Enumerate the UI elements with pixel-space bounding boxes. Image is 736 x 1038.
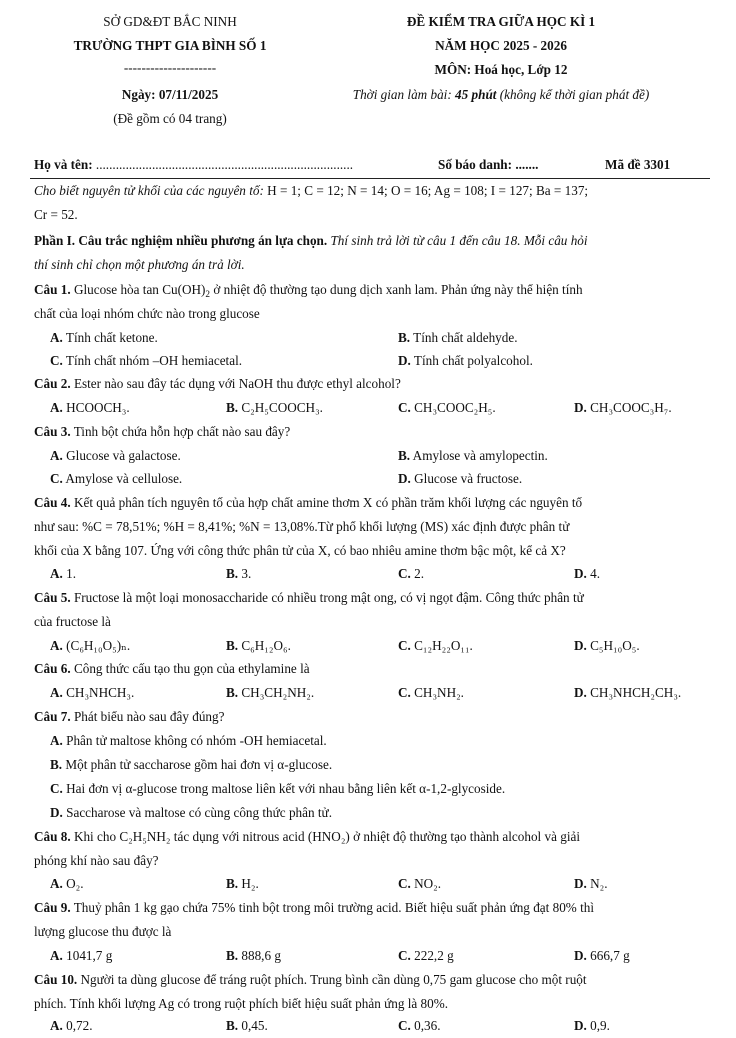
question-10: Câu 10. Người ta dùng glucose để tráng ruột phích. Trung bình cần dùng 0,75 gam glucose cho một ruột xyxy=(34,972,587,987)
q9-option-b[interactable]: B. 888,6 g xyxy=(226,948,281,963)
q7-option-a[interactable]: A. Phân tử maltose không có nhóm -OH hemiacetal. xyxy=(50,733,327,748)
question-4-cont2: khối của X bằng 107. Ứng với công thức phân tử của X, có bao nhiêu amine thơm bậc một, kể cả X? xyxy=(34,543,566,558)
page-count: (Đề gồm có 04 trang) xyxy=(113,111,227,126)
part1-heading: Phần I. Câu trắc nghiệm nhiều phương án lựa chọn. Thí sinh trả lời từ câu 1 đến câu 18. Mỗi câu hỏi xyxy=(34,233,588,248)
question-4-cont1: như sau: %C = 78,51%; %H = 8,41%; %N = 13,08%.Từ phổ khối lượng (MS) xác định được phân tử xyxy=(34,519,570,534)
q7-option-b[interactable]: B. Một phân tử saccharose gồm hai đơn vị α-glucose. xyxy=(50,757,333,772)
question-10-cont: phích. Tính khối lượng Ag có trong ruột phích biết hiệu suất phản ứng là 80%. xyxy=(34,996,449,1011)
q4-option-c[interactable]: C. 2. xyxy=(398,566,425,581)
q3-option-a[interactable]: A. Glucose và galactose. xyxy=(50,448,181,463)
header-divider xyxy=(30,178,710,179)
q9-option-d[interactable]: D. 666,7 g xyxy=(574,948,630,963)
question-5-cont: của fructose là xyxy=(34,614,111,629)
q1-option-c[interactable]: C. Tính chất nhóm –OH hemiacetal. xyxy=(50,353,243,368)
question-7: Câu 7. Phát biểu nào sau đây đúng? xyxy=(34,709,225,724)
name-dots: .............................................................................. xyxy=(95,157,354,172)
school-year: NĂM HỌC 2025 - 2026 xyxy=(435,38,567,53)
q6-option-b[interactable]: B. CH₃CH₂NH₂. xyxy=(226,685,315,700)
q10-option-d[interactable]: D. 0,9. xyxy=(574,1018,610,1033)
q7-option-c[interactable]: C. Hai đơn vị α-glucose trong maltose liên kết với nhau bằng liên kết α-1,2-glycoside. xyxy=(50,781,506,796)
candidate-number-label: Số báo danh: ....... xyxy=(438,157,539,172)
q7-option-d[interactable]: D. Saccharose và maltose có cùng công thức phân tử. xyxy=(50,805,332,820)
header-dashes: --------------------- xyxy=(123,60,217,75)
q8-option-c[interactable]: C. NO₂. xyxy=(398,876,442,891)
name-label: Họ và tên: xyxy=(34,157,96,172)
q9-option-c[interactable]: C. 222,2 g xyxy=(398,948,454,963)
q8-option-a[interactable]: A. O₂. xyxy=(50,876,84,891)
exam-code: Mã đề 3301 xyxy=(605,157,671,172)
exam-date: Ngày: 07/11/2025 xyxy=(121,87,219,102)
time-limit: Thời gian làm bài: 45 phút (không kể thời gian phát đề) xyxy=(352,87,650,102)
question-5: Câu 5. Fructose là một loại monosaccharide có nhiều trong mật ong, có vị ngọt đậm. Công thức phân tử xyxy=(34,590,584,605)
q6-option-d[interactable]: D. CH₃NHCH₂CH₃. xyxy=(574,685,682,700)
question-8-cont: phóng khí nào sau đây? xyxy=(34,853,159,868)
q9-option-a[interactable]: A. 1041,7 g xyxy=(50,948,113,963)
q8-option-b[interactable]: B. H₂. xyxy=(226,876,259,891)
q6-option-c[interactable]: C. CH₃NH₂. xyxy=(398,685,464,700)
q1-option-d[interactable]: D. Tính chất polyalcohol. xyxy=(398,353,533,368)
question-1: Câu 1. Glucose hòa $\tan Cu(OH)_2$ ở nhiệt độ thường tạo dung dịch xanh lam. Phản ứng này thể hiện tính xyxy=(34,282,583,299)
q3-option-b[interactable]: B. Amylose và amylopectin. xyxy=(398,448,548,463)
q1-option-a[interactable]: A. Tính chất ketone. xyxy=(50,330,158,345)
atomic-masses-cont: Cr = 52. xyxy=(34,207,78,222)
question-8: Câu 8. Khi cho C₂H₅NH₂ tác dụng với nitrous acid (HNO₂) ở nhiệt độ thường tạo thành alcohol và giải xyxy=(34,829,581,844)
q5-option-b[interactable]: B. C₆H₁₂O₆. xyxy=(226,638,291,653)
q5-option-a[interactable]: A. (C₆H₁₀O₅)ₙ. xyxy=(50,638,131,653)
question-3: Câu 3. Tinh bột chứa hỗn hợp chất nào sau đây? xyxy=(34,424,291,439)
question-9-cont: lượng glucose thu được là xyxy=(34,924,172,939)
q5-option-d[interactable]: D. C₅H₁₀O₅. xyxy=(574,638,640,653)
q4-option-d[interactable]: D. 4. xyxy=(574,566,601,581)
exam-title: ĐỀ KIỂM TRA GIỮA HỌC KÌ 1 xyxy=(406,14,596,29)
q2-option-d[interactable]: D. CH₃COOC₃H₇. xyxy=(574,400,672,415)
school-name: TRƯỜNG THPT GIA BÌNH SỐ 1 xyxy=(73,38,267,53)
q3-option-c[interactable]: C. Amylose và cellulose. xyxy=(50,471,183,486)
question-2: Câu 2. Ester nào sau đây tác dụng với NaOH thu được ethyl alcohol? xyxy=(34,376,401,391)
q10-option-c[interactable]: C. 0,36. xyxy=(398,1018,441,1033)
q5-option-c[interactable]: C. C₁₂H₂₂O₁₁. xyxy=(398,638,473,653)
question-4: Câu 4. Kết quả phân tích nguyên tố của hợp chất amine thơm X có phần trăm khối lượng các nguyên tố xyxy=(34,495,583,510)
question-1-cont: chất của loại nhóm chức nào trong glucose xyxy=(34,306,260,321)
part1-instructions: thí sinh chỉ chọn một phương án trả lời. xyxy=(34,257,245,272)
subject: MÔN: Hoá học, Lớp 12 xyxy=(434,62,568,77)
q10-option-a[interactable]: A. 0,72. xyxy=(50,1018,93,1033)
atomic-masses: Cho biết nguyên tử khối của các nguyên tố: H = 1; C = 12; N = 14; O = 16; Ag = 108; I = 127; Ba = 137; xyxy=(34,183,589,198)
q4-option-a[interactable]: A. 1. xyxy=(50,566,77,581)
q2-option-a[interactable]: A. HCOOCH₃. xyxy=(50,400,130,415)
q10-option-b[interactable]: B. 0,45. xyxy=(226,1018,268,1033)
question-6: Câu 6. Công thức cấu tạo thu gọn của ethylamine là xyxy=(34,661,310,676)
q6-option-a[interactable]: A. CH₃NHCH₃. xyxy=(50,685,135,700)
q3-option-d[interactable]: D. Glucose và fructose. xyxy=(398,471,523,486)
q8-option-d[interactable]: D. N₂. xyxy=(574,876,608,891)
q2-option-b[interactable]: B. C₂H₅COOCH₃. xyxy=(226,400,323,415)
question-9: Câu 9. Thuỷ phân 1 kg gạo chứa 75% tinh bột trong môi trường acid. Biết hiệu suất phản ứng đạt 80% thì xyxy=(34,900,594,915)
q4-option-b[interactable]: B. 3. xyxy=(226,566,252,581)
q1-option-b[interactable]: B. Tính chất aldehyde. xyxy=(398,330,518,345)
department-name: SỞ GD&ĐT BẮC NINH xyxy=(103,14,237,29)
q2-option-c[interactable]: C. CH₃COOC₂H₅. xyxy=(398,400,496,415)
